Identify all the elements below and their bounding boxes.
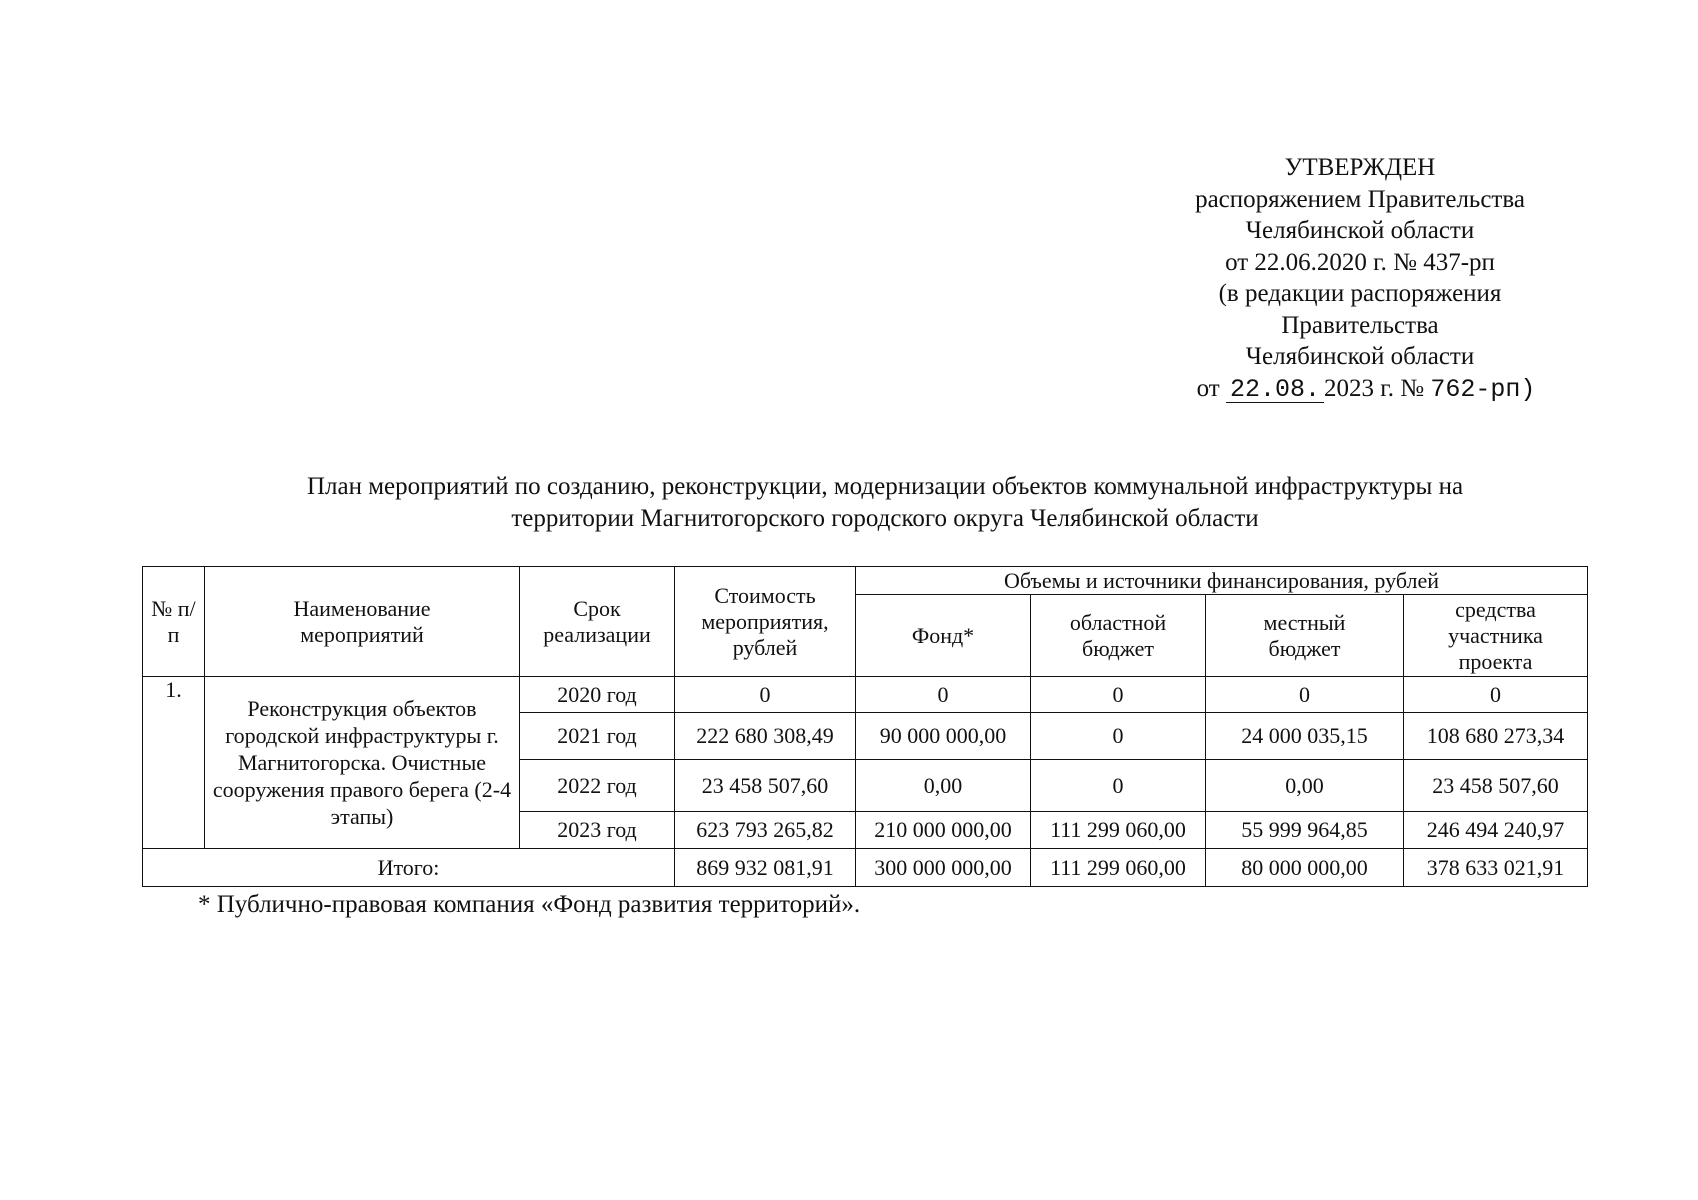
cell-participant: 246 494 240,97 bbox=[1404, 812, 1588, 849]
cell-total-regional: 111 299 060,00 bbox=[1031, 849, 1206, 887]
header-participant: средства участника проекта bbox=[1404, 595, 1588, 677]
cell-local: 0,00 bbox=[1206, 760, 1404, 812]
approval-line: Правительства bbox=[1281, 311, 1439, 339]
cell-total-participant: 378 633 021,91 bbox=[1404, 849, 1588, 887]
cell-year: 2022 год bbox=[520, 760, 675, 812]
header-fund: Фонд* bbox=[856, 595, 1031, 677]
cell-total-label: Итого: bbox=[143, 849, 675, 887]
approval-from-label: от bbox=[1196, 374, 1220, 402]
cell-total-cost: 869 932 081,91 bbox=[675, 849, 856, 887]
cell-local: 55 999 964,85 bbox=[1206, 812, 1404, 849]
header-num: № п/п bbox=[143, 567, 205, 677]
approval-number: 762-рп) bbox=[1430, 374, 1536, 404]
cell-cost: 623 793 265,82 bbox=[675, 812, 856, 849]
cell-participant: 23 458 507,60 bbox=[1404, 760, 1588, 812]
cell-regional: 0 bbox=[1031, 713, 1206, 760]
approval-stamp bbox=[1150, 152, 1570, 404]
cell-cost: 23 458 507,60 bbox=[675, 760, 856, 812]
footnote: * Публично-правовая компания «Фонд развития территорий». bbox=[198, 891, 861, 918]
cell-cost: 222 680 308,49 bbox=[675, 713, 856, 760]
cell-item-name: Реконструкция объектов городской инфраструктуры г. Магнитогорска. Очистные сооружения правого берега (2-4 этапы) bbox=[205, 677, 520, 849]
cell-year: 2023 год bbox=[520, 812, 675, 849]
approval-title: УТВЕРЖДЕН bbox=[1284, 154, 1436, 181]
cell-local: 0 bbox=[1206, 677, 1404, 713]
cell-fund: 90 000 000,00 bbox=[856, 713, 1031, 760]
header-cost: Стоимость мероприятия, рублей bbox=[675, 567, 856, 677]
cell-total-fund: 300 000 000,00 bbox=[856, 849, 1031, 887]
document-title-line: территории Магнитогорского городского округа Челябинской области bbox=[511, 505, 1259, 532]
cell-participant: 108 680 273,34 bbox=[1404, 713, 1588, 760]
cell-regional: 0 bbox=[1031, 760, 1206, 812]
approval-line: Челябинской области bbox=[1245, 217, 1475, 244]
header-term: Срок реализации bbox=[520, 567, 675, 677]
cell-total-local: 80 000 000,00 bbox=[1206, 849, 1404, 887]
document-title-line: План мероприятий по созданию, реконструкции, модернизации объектов коммунальной инфраструктуры на bbox=[306, 473, 1464, 500]
approval-line: распоряжением Правительства bbox=[1195, 185, 1525, 213]
header-regional: областной бюджет bbox=[1031, 595, 1206, 677]
approval-date: 22.08. bbox=[1226, 378, 1324, 403]
table-total-row bbox=[143, 849, 1588, 887]
cell-local: 24 000 035,15 bbox=[1206, 713, 1404, 760]
cell-year: 2020 год bbox=[520, 677, 675, 713]
cell-year: 2021 год bbox=[520, 713, 675, 760]
header-local: местный бюджет bbox=[1206, 595, 1404, 677]
approval-line: Челябинской области bbox=[1245, 343, 1475, 370]
cell-participant: 0 bbox=[1404, 677, 1588, 713]
header-financing-group: Объемы и источники финансирования, рублей bbox=[856, 567, 1588, 595]
table-row bbox=[143, 677, 1588, 713]
cell-regional: 0 bbox=[1031, 677, 1206, 713]
cell-fund: 0,00 bbox=[856, 760, 1031, 812]
cell-fund: 210 000 000,00 bbox=[856, 812, 1031, 849]
document-title bbox=[150, 471, 1620, 535]
approval-line: от 22.06.2020 г. № 437-рп bbox=[1225, 248, 1495, 276]
table-header-row bbox=[143, 567, 1588, 595]
approval-amendment-line bbox=[1150, 373, 1570, 405]
cell-item-num: 1. bbox=[143, 677, 205, 849]
cell-cost: 0 bbox=[675, 677, 856, 713]
approval-year: 2023 г. № bbox=[1324, 374, 1425, 402]
plan-table bbox=[142, 566, 1588, 887]
header-name: Наименование мероприятий bbox=[205, 567, 520, 677]
cell-regional: 111 299 060,00 bbox=[1031, 812, 1206, 849]
approval-line: (в редакции распоряжения bbox=[1218, 280, 1502, 307]
cell-fund: 0 bbox=[856, 677, 1031, 713]
